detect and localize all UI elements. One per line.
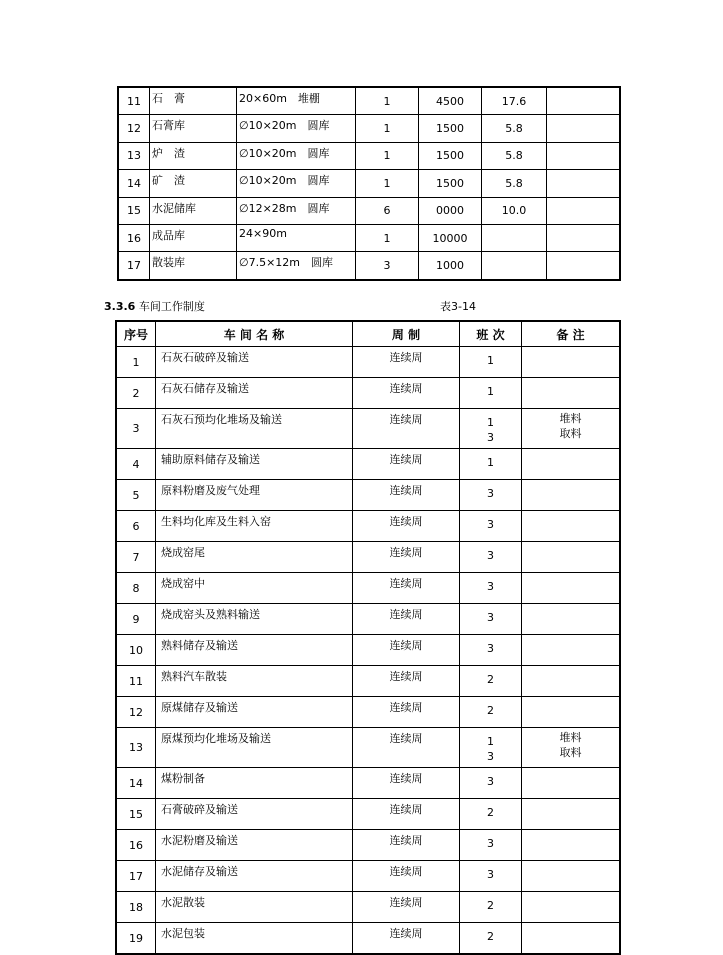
row-capacity: 4500 bbox=[419, 87, 482, 115]
table-row bbox=[118, 115, 620, 142]
week-system: 连续周 bbox=[353, 542, 460, 573]
row-capacity: 1500 bbox=[419, 142, 482, 169]
workshop-name: 石灰石预均化堆场及输送 bbox=[156, 409, 353, 449]
shift-value: 3 bbox=[487, 487, 494, 500]
shift-value: 3 bbox=[487, 549, 494, 562]
week-system: 连续周 bbox=[353, 347, 460, 378]
header-name: 车 间 名 称 bbox=[156, 321, 353, 347]
row-value: 5.8 bbox=[482, 115, 547, 142]
workshop-name: 原煤储存及输送 bbox=[156, 697, 353, 728]
row-number: 15 bbox=[118, 197, 150, 224]
row-number: 2 bbox=[116, 378, 156, 409]
shift-value: 3 bbox=[487, 750, 494, 763]
table-row bbox=[116, 830, 620, 861]
table-row bbox=[116, 542, 620, 573]
work-schedule-table-body bbox=[116, 347, 620, 955]
shift-value: 2 bbox=[487, 704, 494, 717]
shift-cell bbox=[460, 666, 522, 697]
week-system: 连续周 bbox=[353, 511, 460, 542]
note-cell bbox=[522, 480, 621, 511]
table-header-row bbox=[116, 321, 620, 347]
row-number: 18 bbox=[116, 892, 156, 923]
table-row bbox=[116, 480, 620, 511]
week-system: 连续周 bbox=[353, 830, 460, 861]
shift-cell bbox=[460, 728, 522, 768]
row-number: 16 bbox=[118, 224, 150, 251]
shift-value: 2 bbox=[487, 930, 494, 943]
row-extra bbox=[547, 115, 621, 142]
row-number: 12 bbox=[118, 115, 150, 142]
row-number: 3 bbox=[116, 409, 156, 449]
note-cell bbox=[522, 604, 621, 635]
table-row bbox=[116, 635, 620, 666]
note-value: 堆料 bbox=[559, 731, 582, 744]
table-row bbox=[116, 923, 620, 955]
row-extra bbox=[547, 224, 621, 251]
row-spec: 20×60m 堆棚 bbox=[237, 87, 356, 115]
row-quantity: 3 bbox=[356, 252, 419, 280]
workshop-name: 原料粉磨及废气处理 bbox=[156, 480, 353, 511]
note-cell bbox=[522, 378, 621, 409]
shift-cell bbox=[460, 511, 522, 542]
row-number: 10 bbox=[116, 635, 156, 666]
row-value: 17.6 bbox=[482, 87, 547, 115]
shift-value: 3 bbox=[487, 775, 494, 788]
shift-cell bbox=[460, 635, 522, 666]
note-cell bbox=[522, 830, 621, 861]
table-row bbox=[116, 604, 620, 635]
row-name: 矿 渣 bbox=[150, 170, 237, 197]
workshop-name: 石灰石储存及输送 bbox=[156, 378, 353, 409]
shift-value: 1 bbox=[487, 385, 494, 398]
row-quantity: 1 bbox=[356, 142, 419, 169]
workshop-name: 烧成窑中 bbox=[156, 573, 353, 604]
row-spec: ∅7.5×12m 圆库 bbox=[237, 252, 356, 280]
table-label: 表3-14 bbox=[440, 300, 476, 313]
table-row bbox=[116, 666, 620, 697]
table-row bbox=[118, 170, 620, 197]
row-number: 9 bbox=[116, 604, 156, 635]
workshop-name: 烧成窑尾 bbox=[156, 542, 353, 573]
note-cell bbox=[522, 635, 621, 666]
table-row bbox=[116, 768, 620, 799]
workshop-name: 熟料储存及输送 bbox=[156, 635, 353, 666]
note-cell bbox=[522, 573, 621, 604]
row-value: 5.8 bbox=[482, 142, 547, 169]
row-capacity: 10000 bbox=[419, 224, 482, 251]
row-number: 13 bbox=[118, 142, 150, 169]
row-spec: 24×90m bbox=[237, 224, 356, 251]
shift-cell bbox=[460, 542, 522, 573]
row-extra bbox=[547, 142, 621, 169]
row-quantity: 1 bbox=[356, 224, 419, 251]
shift-cell bbox=[460, 409, 522, 449]
row-value bbox=[482, 252, 547, 280]
shift-value: 3 bbox=[487, 580, 494, 593]
workshop-name: 辅助原料储存及输送 bbox=[156, 449, 353, 480]
shift-cell bbox=[460, 768, 522, 799]
shift-value: 3 bbox=[487, 868, 494, 881]
shift-cell bbox=[460, 697, 522, 728]
week-system: 连续周 bbox=[353, 697, 460, 728]
row-number: 17 bbox=[116, 861, 156, 892]
table-row bbox=[118, 87, 620, 115]
row-quantity: 1 bbox=[356, 115, 419, 142]
storage-table bbox=[117, 86, 621, 281]
table-row bbox=[116, 347, 620, 378]
header-shift: 班 次 bbox=[460, 321, 522, 347]
note-value: 堆料 bbox=[559, 412, 582, 425]
note-value: 取料 bbox=[559, 746, 582, 759]
shift-cell bbox=[460, 830, 522, 861]
note-cell bbox=[522, 892, 621, 923]
row-spec: ∅10×20m 圆库 bbox=[237, 142, 356, 169]
header-note: 备 注 bbox=[522, 321, 621, 347]
workshop-name: 水泥粉磨及输送 bbox=[156, 830, 353, 861]
row-extra bbox=[547, 252, 621, 280]
table-row bbox=[118, 197, 620, 224]
row-number: 14 bbox=[116, 768, 156, 799]
week-system: 连续周 bbox=[353, 923, 460, 955]
header-no: 序号 bbox=[116, 321, 156, 347]
week-system: 连续周 bbox=[353, 449, 460, 480]
note-cell bbox=[522, 409, 621, 449]
section-number: 3.3.6 bbox=[104, 300, 136, 313]
table-row bbox=[116, 409, 620, 449]
section-heading bbox=[104, 298, 205, 314]
shift-cell bbox=[460, 799, 522, 830]
workshop-name: 水泥包装 bbox=[156, 923, 353, 955]
week-system: 连续周 bbox=[353, 892, 460, 923]
table-row bbox=[116, 449, 620, 480]
row-number: 12 bbox=[116, 697, 156, 728]
shift-value: 3 bbox=[487, 518, 494, 531]
week-system: 连续周 bbox=[353, 573, 460, 604]
table-row bbox=[116, 799, 620, 830]
row-number: 8 bbox=[116, 573, 156, 604]
row-number: 1 bbox=[116, 347, 156, 378]
week-system: 连续周 bbox=[353, 409, 460, 449]
row-name: 成品库 bbox=[150, 224, 237, 251]
note-cell bbox=[522, 449, 621, 480]
shift-value: 1 bbox=[487, 456, 494, 469]
row-number: 15 bbox=[116, 799, 156, 830]
week-system: 连续周 bbox=[353, 768, 460, 799]
row-quantity: 1 bbox=[356, 170, 419, 197]
shift-value: 3 bbox=[487, 431, 494, 444]
week-system: 连续周 bbox=[353, 666, 460, 697]
shift-cell bbox=[460, 892, 522, 923]
row-number: 17 bbox=[118, 252, 150, 280]
note-cell bbox=[522, 923, 621, 955]
table-row bbox=[116, 378, 620, 409]
week-system: 连续周 bbox=[353, 604, 460, 635]
row-name: 炉 渣 bbox=[150, 142, 237, 169]
note-cell bbox=[522, 697, 621, 728]
shift-value: 2 bbox=[487, 899, 494, 912]
row-quantity: 6 bbox=[356, 197, 419, 224]
note-cell bbox=[522, 347, 621, 378]
note-cell bbox=[522, 861, 621, 892]
workshop-name: 烧成窑头及熟料输送 bbox=[156, 604, 353, 635]
workshop-name: 熟料汽车散装 bbox=[156, 666, 353, 697]
table-row bbox=[116, 511, 620, 542]
shift-value: 3 bbox=[487, 611, 494, 624]
week-system: 连续周 bbox=[353, 861, 460, 892]
week-system: 连续周 bbox=[353, 635, 460, 666]
shift-cell bbox=[460, 378, 522, 409]
shift-value: 2 bbox=[487, 806, 494, 819]
shift-cell bbox=[460, 604, 522, 635]
row-number: 5 bbox=[116, 480, 156, 511]
table-row bbox=[118, 252, 620, 280]
shift-cell bbox=[460, 347, 522, 378]
row-capacity: 1500 bbox=[419, 115, 482, 142]
table-row bbox=[118, 224, 620, 251]
table-row bbox=[116, 861, 620, 892]
workshop-name: 水泥散装 bbox=[156, 892, 353, 923]
workshop-name: 水泥储存及输送 bbox=[156, 861, 353, 892]
table-row bbox=[116, 892, 620, 923]
row-number: 16 bbox=[116, 830, 156, 861]
shift-cell bbox=[460, 480, 522, 511]
note-cell bbox=[522, 542, 621, 573]
workshop-name: 原煤预均化堆场及输送 bbox=[156, 728, 353, 768]
shift-cell bbox=[460, 861, 522, 892]
row-spec: ∅12×28m 圆库 bbox=[237, 197, 356, 224]
row-number: 14 bbox=[118, 170, 150, 197]
header-system: 周 制 bbox=[353, 321, 460, 347]
row-number: 4 bbox=[116, 449, 156, 480]
section-title: 车间工作制度 bbox=[138, 300, 205, 313]
row-value: 10.0 bbox=[482, 197, 547, 224]
row-value: 5.8 bbox=[482, 170, 547, 197]
row-extra bbox=[547, 170, 621, 197]
shift-value: 3 bbox=[487, 642, 494, 655]
week-system: 连续周 bbox=[353, 799, 460, 830]
row-number: 11 bbox=[118, 87, 150, 115]
row-name: 水泥储库 bbox=[150, 197, 237, 224]
table-row bbox=[118, 142, 620, 169]
shift-cell bbox=[460, 449, 522, 480]
shift-value: 1 bbox=[487, 416, 494, 429]
row-number: 19 bbox=[116, 923, 156, 955]
note-cell bbox=[522, 799, 621, 830]
row-spec: ∅10×20m 圆库 bbox=[237, 115, 356, 142]
table-row bbox=[116, 697, 620, 728]
table-row bbox=[116, 728, 620, 768]
week-system: 连续周 bbox=[353, 480, 460, 511]
row-name: 石 膏 bbox=[150, 87, 237, 115]
shift-value: 1 bbox=[487, 735, 494, 748]
row-capacity: 1500 bbox=[419, 170, 482, 197]
row-number: 11 bbox=[116, 666, 156, 697]
shift-value: 2 bbox=[487, 673, 494, 686]
shift-value: 1 bbox=[487, 354, 494, 367]
workshop-name: 石膏破碎及输送 bbox=[156, 799, 353, 830]
shift-cell bbox=[460, 573, 522, 604]
row-capacity: 0000 bbox=[419, 197, 482, 224]
row-quantity: 1 bbox=[356, 87, 419, 115]
row-name: 散装库 bbox=[150, 252, 237, 280]
row-name: 石膏库 bbox=[150, 115, 237, 142]
note-value: 取料 bbox=[559, 427, 582, 440]
storage-table-body bbox=[118, 87, 620, 280]
note-cell bbox=[522, 511, 621, 542]
row-extra bbox=[547, 87, 621, 115]
note-cell bbox=[522, 666, 621, 697]
row-number: 7 bbox=[116, 542, 156, 573]
table-row bbox=[116, 573, 620, 604]
row-number: 13 bbox=[116, 728, 156, 768]
work-schedule-table bbox=[115, 320, 621, 955]
workshop-name: 石灰石破碎及输送 bbox=[156, 347, 353, 378]
shift-value: 3 bbox=[487, 837, 494, 850]
row-spec: ∅10×20m 圆库 bbox=[237, 170, 356, 197]
note-cell bbox=[522, 728, 621, 768]
workshop-name: 生料均化库及生料入窑 bbox=[156, 511, 353, 542]
note-cell bbox=[522, 768, 621, 799]
row-number: 6 bbox=[116, 511, 156, 542]
shift-cell bbox=[460, 923, 522, 955]
week-system: 连续周 bbox=[353, 378, 460, 409]
row-value bbox=[482, 224, 547, 251]
week-system: 连续周 bbox=[353, 728, 460, 768]
row-capacity: 1000 bbox=[419, 252, 482, 280]
workshop-name: 煤粉制备 bbox=[156, 768, 353, 799]
row-extra bbox=[547, 197, 621, 224]
